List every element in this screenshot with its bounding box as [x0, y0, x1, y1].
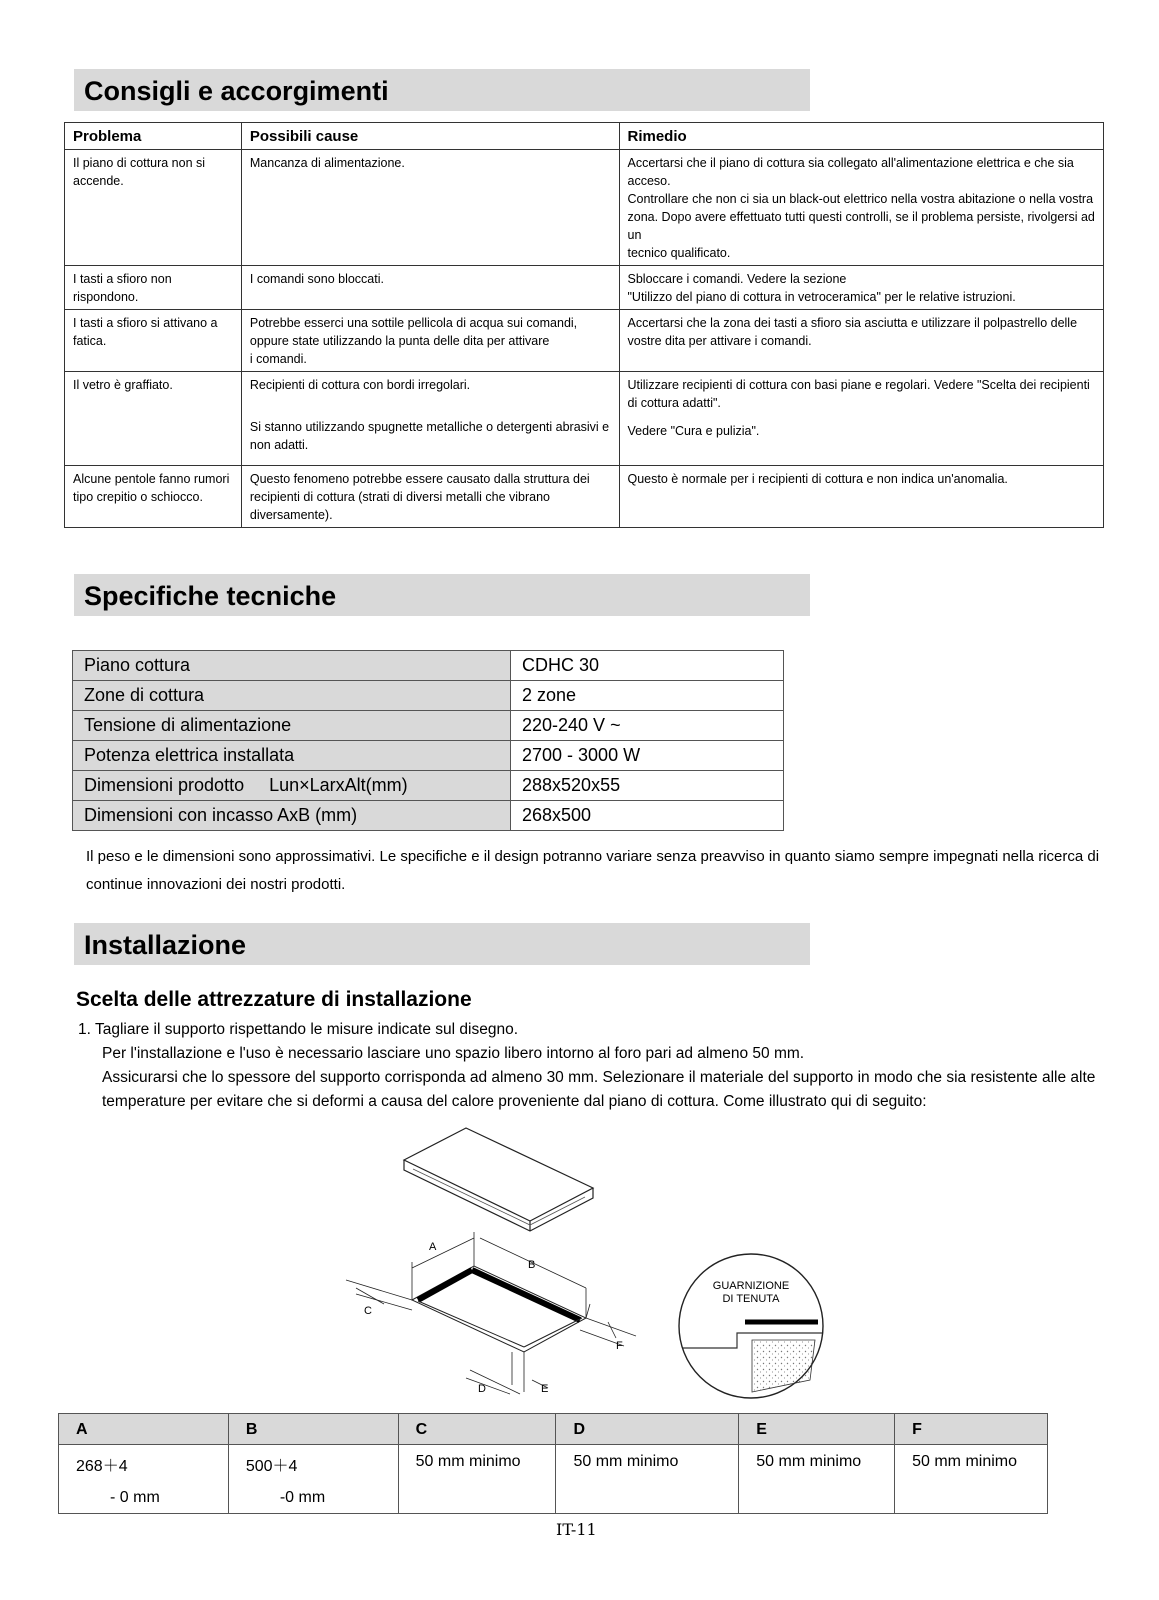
dimensions-table — [58, 1413, 1048, 1514]
spec-value: 2 zone — [511, 681, 784, 711]
dim-label-d: D — [478, 1383, 486, 1395]
gasket-detail — [679, 1254, 823, 1398]
installation-subtitle: Scelta delle attrezzature di installazione — [76, 988, 472, 1011]
cause-text: Questo fenomeno potrebbe essere causato dalla struttura dei recipienti di cottura (strati di diversi metalli che vibrano diversamente). — [249, 472, 590, 522]
remedy-text-2: Vedere "Cura e pulizia". — [627, 424, 760, 438]
gasket-label-line2: DI TENUTA — [722, 1293, 780, 1305]
problem-text: Il piano di cottura non si accende. — [73, 156, 206, 188]
cause-text-2: Si stanno utilizzando spugnette metalliche o detergenti abrasivi e non adatti. — [249, 420, 610, 452]
remedy-text: Questo è normale per i recipienti di cottura e non indica un'anomalia. — [627, 472, 1008, 486]
header-f: F — [895, 1414, 1048, 1445]
dim-label-c: C — [364, 1305, 372, 1317]
spec-label: Dimensioni prodotto Lun×LarxAlt(mm) — [73, 771, 511, 801]
problem-text: I tasti a sfioro si attivano a fatica. — [73, 316, 218, 348]
spec-value: 268x500 — [511, 801, 784, 831]
section-title-troubleshooting: Consigli e accorgimenti — [74, 69, 810, 111]
header-causes: Possibili cause — [241, 123, 619, 150]
remedy-text: Accertarsi che il piano di cottura sia collegato all'alimentazione elettrica e che sia acceso. Controllare che non ci sia un black-out elettrico nella vostra abitazione o nella vostra zona. Dopo avere effettuato tutti questi controlli, se il problema persiste, rivolgersi ad un tecnico qualificato. — [627, 156, 1095, 260]
dim-label-f: F — [616, 1340, 623, 1352]
dim-label-b: B — [528, 1259, 536, 1271]
spec-label: Dimensioni con incasso AxB (mm) — [73, 801, 511, 831]
spec-value: 288x520x55 — [511, 771, 784, 801]
section-title-specs: Specifiche tecniche — [74, 574, 810, 616]
problem-text: Alcune pentole fanno rumori tipo crepitio o schiocco. — [73, 472, 230, 504]
header-b: B — [228, 1414, 398, 1445]
cause-text: I comandi sono bloccati. — [249, 272, 384, 286]
header-e: E — [739, 1414, 895, 1445]
step-1-line-2: Per l'installazione e l'uso è necessario lasciare uno spazio libero intorno al foro pari ad almeno 50 mm. — [102, 1045, 805, 1062]
remedy-text: Sbloccare i comandi. Vedere la sezione "Utilizzo del piano di cottura in vetroceramica" per le relative istruzioni. — [627, 272, 1016, 304]
table-header-row — [59, 1414, 1048, 1445]
hob-illustration — [404, 1128, 593, 1231]
cause-text: Recipienti di cottura con bordi irregolari. — [249, 378, 471, 392]
dim-label-a: A — [429, 1241, 437, 1253]
dim-a-value: 268＋4 — [76, 1458, 128, 1475]
header-problem: Problema — [65, 123, 242, 150]
header-a: A — [59, 1414, 229, 1445]
spec-value: CDHC 30 — [511, 651, 784, 681]
spec-value: 2700 - 3000 W — [511, 741, 784, 771]
dim-b-tolerance: -0 mm — [279, 1489, 326, 1506]
dim-a-tolerance: - 0 mm — [110, 1489, 160, 1506]
page-number: IT-11 — [556, 1520, 597, 1539]
dim-label-e: E — [541, 1383, 549, 1395]
dim-b-value: 500＋4 — [245, 1458, 298, 1475]
cutout-illustration — [346, 1232, 636, 1394]
remedy-text: Utilizzare recipienti di cottura con basi piane e regolari. Vedere "Scelta dei recipienti di cottura adatti". — [627, 378, 1090, 410]
specs-note: Il peso e le dimensioni sono approssimativi. Le specifiche e il design potranno variare senza preavviso in quanto siamo sempre impegnati nella ricerca di continue innovazioni dei nostri prodotti. — [86, 848, 1100, 893]
remedy-text: Accertarsi che la zona dei tasti a sfioro sia asciutta e utilizzare il polpastrello delle vostre dita per attivare i comandi. — [627, 316, 1078, 348]
spec-value: 220-240 V ~ — [511, 711, 784, 741]
cause-text: Potrebbe esserci una sottile pellicola di acqua sui comandi, oppure state utilizzando la punta delle dita per attivare i comandi. — [249, 316, 578, 366]
header-c: C — [398, 1414, 556, 1445]
cause-text: Mancanza di alimentazione. — [249, 156, 405, 170]
step-1: 1. Tagliare il supporto rispettando le misure indicate sul disegno. — [78, 1021, 518, 1038]
spec-label: Tensione di alimentazione — [73, 711, 511, 741]
table-row — [59, 1445, 1048, 1514]
spec-label: Zone di cottura — [73, 681, 511, 711]
section-title-installation: Installazione — [74, 923, 810, 965]
dim-c-value: 50 mm minimo — [398, 1445, 556, 1514]
spec-label: Potenza elettrica installata — [73, 741, 511, 771]
problem-text: I tasti a sfioro non rispondono. — [73, 272, 172, 304]
header-d: D — [556, 1414, 739, 1445]
gasket-label-line1: GUARNIZIONE — [712, 1280, 790, 1292]
spec-label: Piano cottura — [73, 651, 511, 681]
dim-e-value: 50 mm minimo — [739, 1445, 895, 1514]
dim-d-value: 50 mm minimo — [556, 1445, 739, 1514]
header-remedy: Rimedio — [619, 123, 1104, 150]
dim-f-value: 50 mm minimo — [895, 1445, 1048, 1514]
problem-text: Il vetro è graffiato. — [73, 378, 173, 392]
step-1-line-3: Assicurarsi che lo spessore del supporto corrisponda ad almeno 30 mm. Selezionare il materiale del supporto in modo che sia resistente alle alte temperature per evitare che si deformi a causa del calore proveniente dal piano di cottura. Come illustrato qui di seguito: — [102, 1069, 1096, 1110]
